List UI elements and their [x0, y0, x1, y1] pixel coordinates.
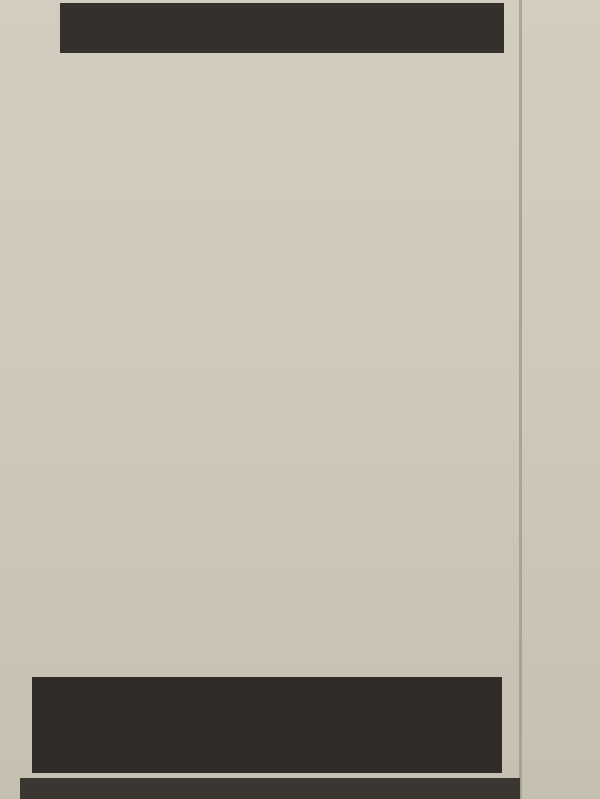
ultraphon-advert: [32, 677, 502, 773]
adjacent-column-text: [526, 0, 600, 799]
column-divider: [519, 0, 522, 799]
section-header-banner: [60, 3, 504, 53]
next-article-header-strip: [20, 778, 520, 799]
